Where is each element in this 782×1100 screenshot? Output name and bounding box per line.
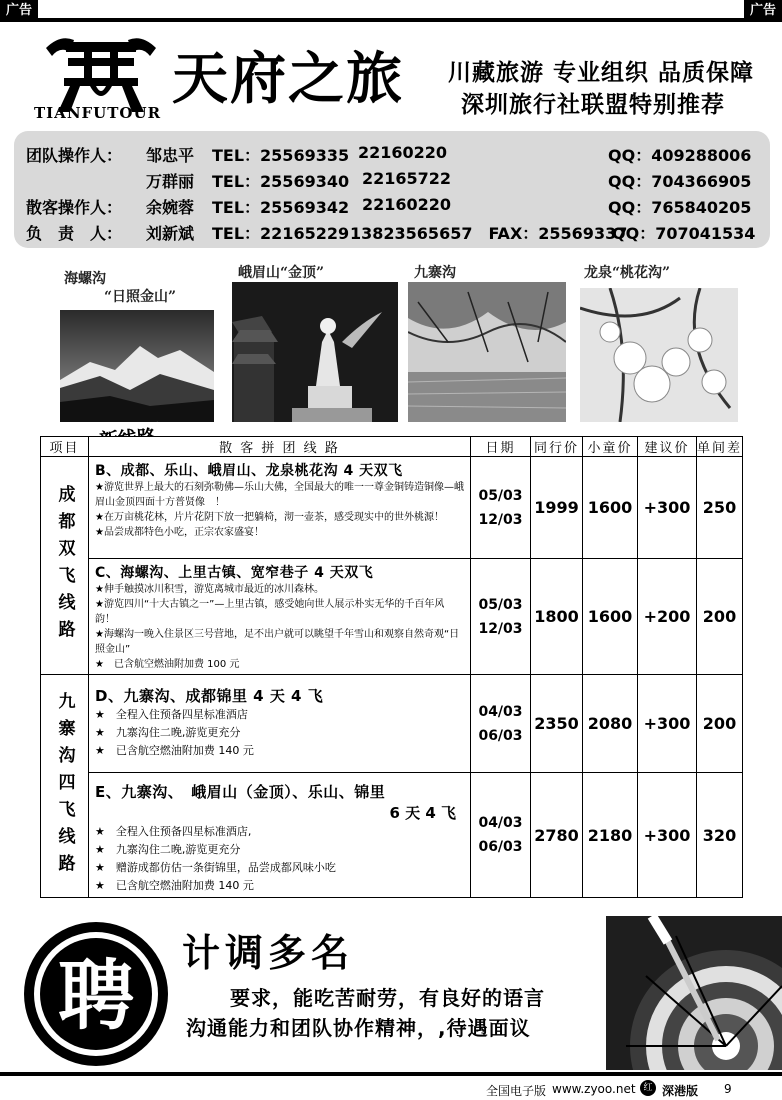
date: 04/03 — [478, 815, 523, 831]
route-item: ★海螺沟一晚入住景区三号营地，足不出户就可以眺望千年雪山和观察自然奇观“日照金山” — [95, 629, 460, 655]
table-row — [41, 773, 743, 898]
route-title: B、成都、乐山、峨眉山、龙泉桃花沟 4 天双飞 — [95, 463, 403, 479]
ad-tag-right: 广告 — [744, 0, 782, 22]
contact-qq: QQ：409288006 — [608, 146, 752, 165]
contact-name: 邹忠平 — [146, 146, 195, 165]
single-supplement: 250 — [697, 457, 743, 559]
region-label: 成都双飞线路 — [54, 484, 75, 647]
route-item: ★ 已含航空燃油附加费 140 元 — [95, 879, 254, 892]
child-price: 1600 — [583, 559, 638, 675]
footer-edition: 深港版 — [662, 1084, 699, 1098]
date-cell — [471, 457, 531, 559]
contact-tel: TEL：25569342 — [212, 198, 350, 217]
photo-caption-jiuzhai: 九寨沟 — [414, 265, 456, 281]
route-cell — [89, 773, 471, 898]
footer-url-link[interactable]: www.zyoo.net — [552, 1082, 636, 1096]
photo-jiuzhai-lake — [408, 282, 566, 422]
contact-tel-secondary: 13823565657 FAX：25569337 — [350, 224, 628, 243]
route-item: ★ 已含航空燃油附加费 140 元 — [95, 744, 254, 757]
contact-name: 刘新斌 — [146, 224, 195, 243]
route-title-suffix: 6 天 4 飞 — [389, 804, 456, 822]
contact-role: 散客操作人： — [26, 198, 123, 217]
region-chengdu — [41, 457, 89, 675]
date-cell — [471, 559, 531, 675]
route-item: ★在万亩桃花林，片片花阴下放一把躺椅，沏一壶茶，感受现实中的世外桃源！ — [95, 512, 444, 523]
child-price: 2080 — [583, 675, 638, 773]
slogan-primary: 川藏旅游 专业组织 品质保障 — [448, 60, 755, 86]
bottom-rule — [0, 1072, 782, 1076]
route-item: ★游览世界上最大的石刻弥勒佛—乐山大佛，全国最大的唯一一尊金铜铸造铜像—峨眉山金顶四面十方普贤像 ！ — [95, 482, 464, 508]
route-item: ★ 全程入住预备四星标准酒店, — [95, 825, 252, 838]
suggested-price: +200 — [638, 559, 697, 675]
slogan-secondary: 深圳旅行社联盟特别推荐 — [461, 92, 725, 118]
header-route: 散 客 拼 团 线 路 — [89, 437, 471, 457]
photo-caption-hailuogou-sub: “日照金山” — [104, 289, 177, 305]
header-project: 项目 — [41, 437, 89, 457]
single-supplement: 200 — [697, 559, 743, 675]
date-cell — [471, 675, 531, 773]
peer-price: 1999 — [531, 457, 583, 559]
contact-qq: QQ：765840205 — [608, 198, 752, 217]
suggested-price: +300 — [638, 457, 697, 559]
route-item: ★品尝成都特色小吃，正宗农家盛宴！ — [95, 527, 264, 538]
child-price: 2180 — [583, 773, 638, 898]
route-item: ★ 全程入住预备四星标准酒店 — [95, 708, 248, 721]
recruit-requirement-2: 沟通能力和团队协作精神，,待遇面议 — [186, 1016, 531, 1040]
peer-price: 2780 — [531, 773, 583, 898]
contact-tel: TEL：22165229 — [212, 224, 350, 243]
ad-tag-left: 广告 — [0, 0, 38, 22]
contact-tel: TEL：25569340 — [212, 172, 350, 191]
route-item: ★ 九寨沟住二晚,游览更充分 — [95, 843, 241, 856]
header-single-supplement: 单间差 — [697, 437, 743, 457]
contact-name: 余婉蓉 — [146, 198, 195, 217]
single-supplement: 320 — [697, 773, 743, 898]
photo-caption-longquan: 龙泉“桃花沟” — [584, 265, 671, 281]
peer-price: 1800 — [531, 559, 583, 675]
route-item: ★ 赠游成都仿估一条街锦里，品尝成都风味小吃 — [95, 861, 336, 874]
logo-text: TIANFUTOUR — [34, 104, 162, 122]
table-row — [41, 559, 743, 675]
date-cell — [471, 773, 531, 898]
suggested-price: +300 — [638, 773, 697, 898]
contact-qq: QQ：707041534 — [612, 224, 756, 243]
contact-role: 团队操作人： — [26, 146, 123, 165]
date: 05/03 — [478, 487, 523, 504]
page-number: 9 — [724, 1082, 732, 1096]
photo-longquan-peach-blossom — [580, 288, 738, 422]
single-supplement: 200 — [697, 675, 743, 773]
recruit-title: 计调多名 — [182, 931, 355, 975]
top-rule — [0, 18, 782, 22]
contact-tel-secondary: 22165722 — [362, 169, 452, 188]
dartboard-icon — [606, 916, 782, 1070]
recruit-requirement-1: 要求，能吃苦耐劳，有良好的语言 — [230, 986, 545, 1010]
route-item: ★伸手触摸冰川积雪，游览离城市最近的冰川森林。 — [95, 584, 324, 595]
photo-caption-hailuogou: 海螺沟 — [64, 271, 106, 287]
contact-tel-secondary: 22160220 — [362, 195, 452, 214]
date: 06/03 — [478, 727, 523, 744]
region-label: 九寨沟四飞线路 — [54, 691, 75, 881]
contact-qq: QQ：704366905 — [608, 172, 752, 191]
route-item: ★游览四川“十大古镇之一”—上里古镇，感受她向世人展示朴实无华的千百年风韵！ — [95, 599, 445, 625]
route-title: D、九寨沟、成都锦里 4 天 4 飞 — [95, 687, 324, 705]
recruit-badge-char: 聘 — [58, 951, 134, 1040]
photo-hailuogou-snow-mountain — [60, 310, 214, 422]
child-price: 1600 — [583, 457, 638, 559]
date: 12/03 — [478, 511, 523, 528]
footer-badge: 红 — [640, 1080, 656, 1096]
recruit-badge — [22, 920, 170, 1068]
table-row — [41, 457, 743, 559]
contact-tel-secondary: 22160220 — [358, 143, 448, 162]
contact-tel: TEL：25569335 — [212, 146, 350, 165]
header-peer-price: 同行价 — [531, 437, 583, 457]
date: 06/03 — [478, 839, 523, 855]
route-cell — [89, 457, 471, 559]
contact-box — [14, 131, 770, 248]
suggested-price: +300 — [638, 675, 697, 773]
header-child-price: 小童价 — [583, 437, 638, 457]
contact-name: 万群丽 — [146, 172, 195, 191]
header-suggested-price: 建议价 — [638, 437, 697, 457]
table-row — [41, 675, 743, 773]
footer-label: 全国电子版 — [486, 1084, 547, 1098]
route-item: ★ 九寨沟住二晚,游览更充分 — [95, 726, 241, 739]
peer-price: 2350 — [531, 675, 583, 773]
route-cell — [89, 559, 471, 675]
brand-name: 天府之旅 — [172, 46, 404, 112]
date: 04/03 — [478, 703, 523, 720]
route-cell — [89, 675, 471, 773]
region-jiuzhai — [41, 675, 89, 898]
header-date: 日期 — [471, 437, 531, 457]
route-title: C、海螺沟、上里古镇、宽窄巷子 4 天双飞 — [95, 565, 374, 581]
route-title: E、九寨沟、 峨眉山（金顶）、乐山、锦里 — [95, 783, 386, 801]
photo-emei-golden-summit — [232, 282, 398, 422]
photo-caption-emei: 峨眉山“金顶” — [238, 265, 325, 281]
routes-table — [40, 436, 742, 894]
date: 12/03 — [478, 620, 523, 637]
date: 05/03 — [478, 596, 523, 613]
table-header-row — [41, 437, 743, 457]
route-item: ★ 已含航空燃油附加费 100 元 — [95, 659, 240, 670]
contact-role: 负 责 人： — [26, 224, 123, 243]
